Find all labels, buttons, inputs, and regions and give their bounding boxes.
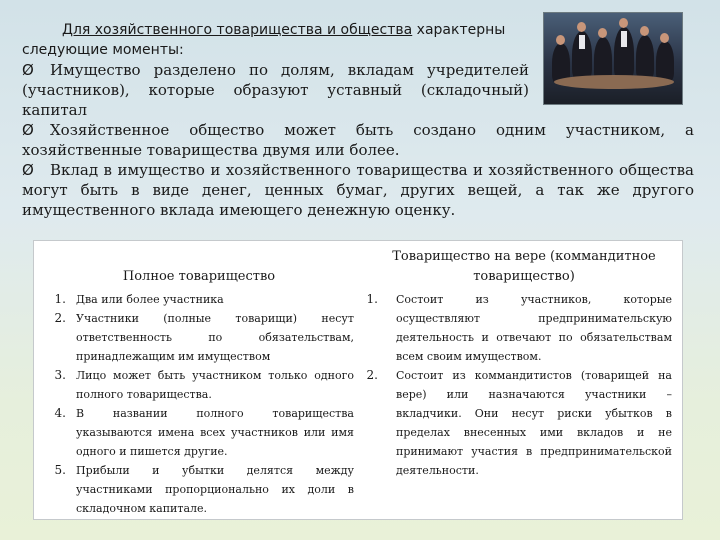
intro-bullet-2: Ø Хозяйственное общество может быть создано одним участником, а хозяйственные товарищества двумя или более. [22, 121, 694, 159]
bullet-arrow-icon: Ø [22, 61, 34, 79]
limited-partnership-list [364, 290, 672, 480]
full-partnership-column [34, 241, 364, 519]
list-item: 4. В названии полного товарищества указываются имена всех участников или имя одного и пишется другие. [54, 406, 354, 458]
list-item: 2. Участники (полные товарищи) несут ответственность по обязательствам, принадлежащим им имуществом [54, 311, 354, 363]
limited-partnership-heading: Товарищество на вере (коммандитное товарищество) [392, 249, 656, 284]
full-partnership-list [34, 290, 354, 518]
list-item: 1. Два или более участника [54, 292, 224, 306]
comparison-table [33, 240, 683, 520]
intro-lead-continuation: следующие моменты: [22, 42, 184, 58]
list-item: 5. Прибыли и убытки делятся между участниками пропорционально их доли в складочном капитале. [54, 463, 354, 515]
intro-bullet-1: Ø Имущество разделено по долям, вкладам учредителей (участников), которые образуют уставный (складочный) капитал [22, 61, 529, 119]
bullet-arrow-icon: Ø [22, 161, 34, 179]
intro-lead-underlined: Для хозяйственного товарищества и общества [62, 22, 413, 38]
list-item: 2. Состоит из коммандитистов (товарищей на вере) или назначаются участники – вкладчики. Они несут риски убытков в пределах внесенных ими вкладов и не принимают участия в предпринимательской деятельности. [366, 368, 672, 477]
list-item: 3. Лицо может быть участником только одного полного товарищества. [54, 368, 354, 401]
intro-text [22, 20, 694, 220]
bullet-arrow-icon: Ø [22, 121, 34, 139]
intro-lead-rest: характерны [412, 22, 506, 38]
full-partnership-heading: Полное товарищество [122, 269, 276, 284]
intro-bullet-3: Ø Вклад в имущество и хозяйственного товарищества и хозяйственного общества могут быть в виде денег, ценных бумаг, других вещей, а так же другого имущественного вклада имеющего денежную оценку. [22, 161, 694, 219]
limited-partnership-column [364, 241, 684, 519]
intro-lead [22, 20, 694, 40]
list-item: 1. Состоит из участников, которые осуществляют предпринимательскую деятельность и отвечают по обязательствам всем своим имуществом. [366, 292, 672, 363]
